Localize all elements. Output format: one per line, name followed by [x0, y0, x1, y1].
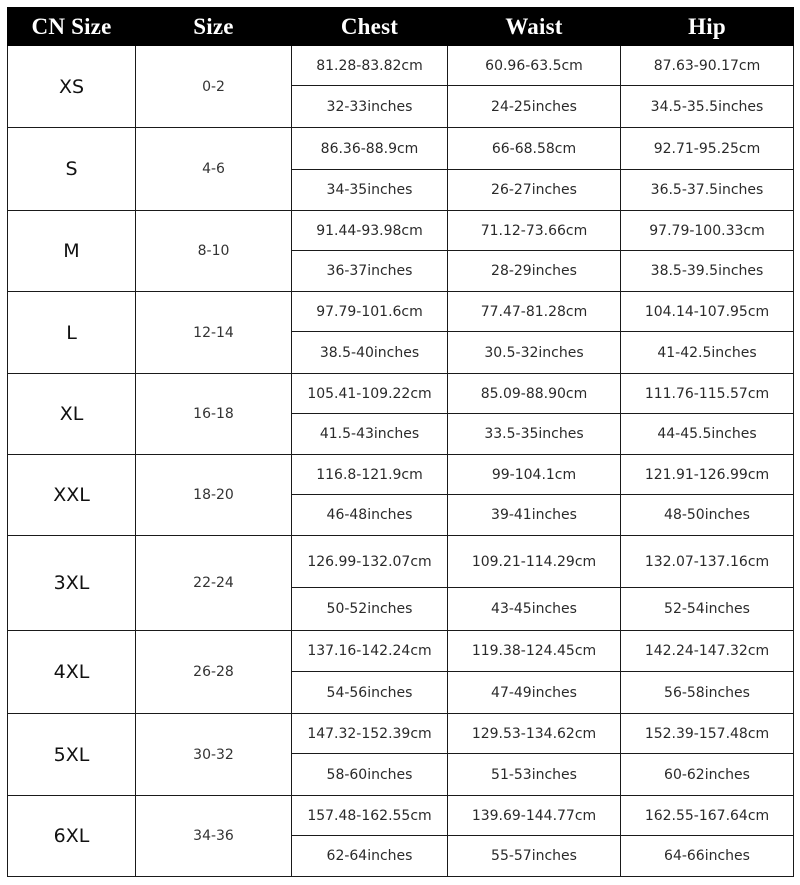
size-row-cm	[8, 292, 794, 332]
chest-inches-cell: 46-48inches	[292, 495, 448, 536]
us-size-cell: 4-6	[136, 128, 292, 211]
us-size-cell: 26-28	[136, 631, 292, 714]
hip-inches-cell: 41-42.5inches	[621, 332, 794, 374]
chest-cm-cell: 97.79-101.6cm	[292, 292, 448, 332]
hip-cm-cell: 111.76-115.57cm	[621, 374, 794, 414]
us-size-cell: 30-32	[136, 714, 292, 796]
hip-cm-cell: 162.55-167.64cm	[621, 796, 794, 836]
waist-cm-cell: 129.53-134.62cm	[448, 714, 621, 754]
hip-cm-cell: 92.71-95.25cm	[621, 128, 794, 170]
cn-size-cell: 6XL	[8, 796, 136, 877]
cn-size-cell: 3XL	[8, 536, 136, 631]
hip-inches-cell: 64-66inches	[621, 836, 794, 877]
chest-cm-cell: 81.28-83.82cm	[292, 46, 448, 86]
header-size: Size	[136, 8, 292, 46]
size-row-cm	[8, 128, 794, 170]
us-size-cell: 22-24	[136, 536, 292, 631]
chest-inches-cell: 41.5-43inches	[292, 414, 448, 455]
cn-size-cell: S	[8, 128, 136, 211]
chest-cm-cell: 105.41-109.22cm	[292, 374, 448, 414]
hip-cm-cell: 97.79-100.33cm	[621, 211, 794, 251]
us-size-cell: 8-10	[136, 211, 292, 292]
hip-inches-cell: 44-45.5inches	[621, 414, 794, 455]
header-hip: Hip	[621, 8, 794, 46]
waist-cm-cell: 139.69-144.77cm	[448, 796, 621, 836]
waist-inches-cell: 24-25inches	[448, 86, 621, 128]
waist-cm-cell: 66-68.58cm	[448, 128, 621, 170]
chest-inches-cell: 54-56inches	[292, 672, 448, 714]
size-row-cm	[8, 714, 794, 754]
header-cn-size: CN Size	[8, 8, 136, 46]
chest-cm-cell: 147.32-152.39cm	[292, 714, 448, 754]
size-chart-header	[8, 8, 794, 46]
us-size-cell: 12-14	[136, 292, 292, 374]
chest-inches-cell: 36-37inches	[292, 251, 448, 292]
cn-size-cell: XXL	[8, 455, 136, 536]
cn-size-cell: 4XL	[8, 631, 136, 714]
waist-inches-cell: 28-29inches	[448, 251, 621, 292]
chest-inches-cell: 58-60inches	[292, 754, 448, 796]
cn-size-cell: XL	[8, 374, 136, 455]
chest-inches-cell: 38.5-40inches	[292, 332, 448, 374]
waist-inches-cell: 39-41inches	[448, 495, 621, 536]
waist-inches-cell: 26-27inches	[448, 170, 621, 211]
hip-cm-cell: 87.63-90.17cm	[621, 46, 794, 86]
chest-inches-cell: 32-33inches	[292, 86, 448, 128]
size-row-cm	[8, 796, 794, 836]
waist-cm-cell: 77.47-81.28cm	[448, 292, 621, 332]
header-waist: Waist	[448, 8, 621, 46]
size-row-cm	[8, 536, 794, 588]
header-chest: Chest	[292, 8, 448, 46]
chest-cm-cell: 137.16-142.24cm	[292, 631, 448, 672]
hip-cm-cell: 104.14-107.95cm	[621, 292, 794, 332]
chest-cm-cell: 91.44-93.98cm	[292, 211, 448, 251]
cn-size-cell: 5XL	[8, 714, 136, 796]
us-size-cell: 16-18	[136, 374, 292, 455]
chest-cm-cell: 86.36-88.9cm	[292, 128, 448, 170]
hip-cm-cell: 121.91-126.99cm	[621, 455, 794, 495]
size-chart-sheet	[7, 7, 793, 878]
hip-inches-cell: 48-50inches	[621, 495, 794, 536]
us-size-cell: 0-2	[136, 46, 292, 128]
us-size-cell: 34-36	[136, 796, 292, 877]
header-row	[8, 8, 794, 46]
waist-inches-cell: 55-57inches	[448, 836, 621, 877]
cn-size-cell: XS	[8, 46, 136, 128]
cn-size-cell: L	[8, 292, 136, 374]
chest-cm-cell: 157.48-162.55cm	[292, 796, 448, 836]
hip-inches-cell: 34.5-35.5inches	[621, 86, 794, 128]
waist-inches-cell: 47-49inches	[448, 672, 621, 714]
chest-cm-cell: 126.99-132.07cm	[292, 536, 448, 588]
size-row-cm	[8, 455, 794, 495]
chest-inches-cell: 34-35inches	[292, 170, 448, 211]
hip-inches-cell: 52-54inches	[621, 588, 794, 631]
size-row-cm	[8, 211, 794, 251]
hip-cm-cell: 142.24-147.32cm	[621, 631, 794, 672]
cn-size-cell: M	[8, 211, 136, 292]
hip-inches-cell: 56-58inches	[621, 672, 794, 714]
waist-cm-cell: 60.96-63.5cm	[448, 46, 621, 86]
chest-inches-cell: 62-64inches	[292, 836, 448, 877]
waist-cm-cell: 109.21-114.29cm	[448, 536, 621, 588]
chest-inches-cell: 50-52inches	[292, 588, 448, 631]
us-size-cell: 18-20	[136, 455, 292, 536]
hip-cm-cell: 152.39-157.48cm	[621, 714, 794, 754]
hip-inches-cell: 60-62inches	[621, 754, 794, 796]
size-chart-table	[7, 7, 794, 877]
waist-cm-cell: 99-104.1cm	[448, 455, 621, 495]
hip-cm-cell: 132.07-137.16cm	[621, 536, 794, 588]
waist-inches-cell: 33.5-35inches	[448, 414, 621, 455]
waist-inches-cell: 51-53inches	[448, 754, 621, 796]
size-row-cm	[8, 374, 794, 414]
size-row-cm	[8, 46, 794, 86]
hip-inches-cell: 36.5-37.5inches	[621, 170, 794, 211]
waist-cm-cell: 71.12-73.66cm	[448, 211, 621, 251]
chest-cm-cell: 116.8-121.9cm	[292, 455, 448, 495]
waist-cm-cell: 119.38-124.45cm	[448, 631, 621, 672]
size-chart-body	[8, 46, 794, 877]
waist-inches-cell: 30.5-32inches	[448, 332, 621, 374]
waist-inches-cell: 43-45inches	[448, 588, 621, 631]
waist-cm-cell: 85.09-88.90cm	[448, 374, 621, 414]
hip-inches-cell: 38.5-39.5inches	[621, 251, 794, 292]
size-row-cm	[8, 631, 794, 672]
